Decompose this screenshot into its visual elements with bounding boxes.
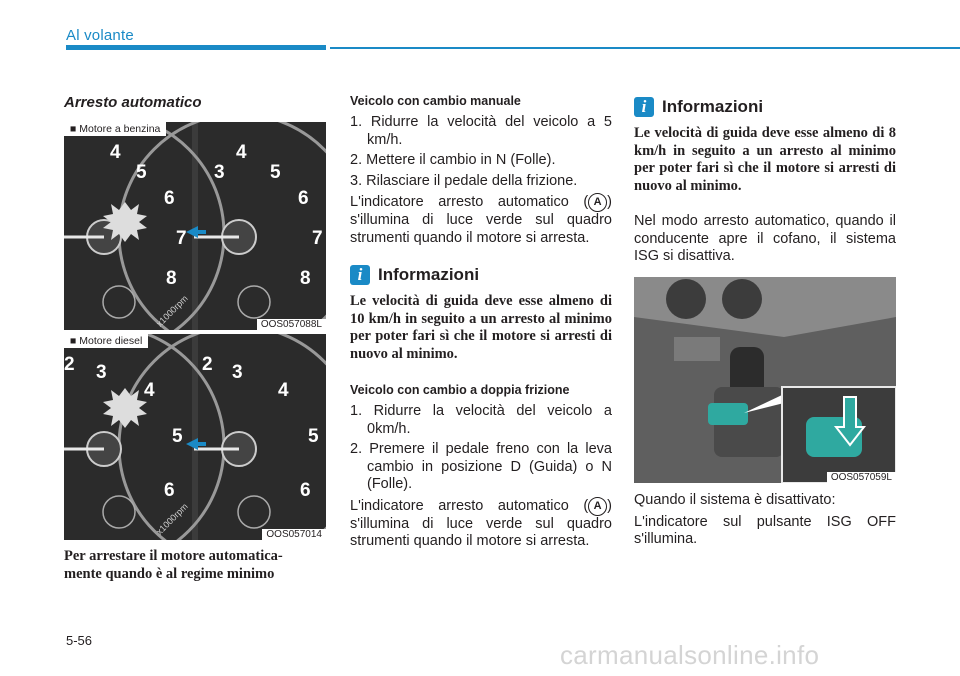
gauge-num: 2 (202, 354, 213, 375)
header-line (330, 47, 960, 49)
gauge-num: 5 (308, 426, 319, 447)
caption-line: mente quando è al regime minimo (64, 565, 275, 582)
gauge-num: 6 (300, 480, 311, 501)
rpm-unit: x1000rpm (154, 501, 190, 537)
right-column (634, 97, 896, 266)
page-number: 5-56 (66, 633, 93, 648)
gauge-num: 3 (214, 162, 225, 183)
gauge-num: 4 (278, 380, 289, 401)
auto-stop-icon: A (588, 193, 607, 212)
watermark: carmanualsonline.info (560, 640, 820, 670)
gauge-num: 4 (110, 142, 121, 163)
info-text: Le velocità di guida deve esse almeno di 10 km/h in seguito a un arresto al minimo per poter fari sì che il motore si arresti di nuovo al minimo. (350, 293, 612, 362)
figure-diesel-gauges (64, 334, 326, 540)
gauge-num: 7 (312, 228, 323, 249)
gauge-num: 5 (172, 426, 183, 447)
indicator-pre: L'indicatore arresto automatico ( (350, 497, 589, 514)
step: 2. Mettere il cambio in N (Folle). (350, 152, 556, 168)
gauge-num: 4 (236, 142, 247, 163)
step: 1. Ridurre la velocità del veicolo a 5 km/h. (350, 114, 612, 148)
auto-stop-icon: A (588, 497, 607, 516)
indicator-text-2 (350, 497, 612, 551)
gauge-num: 7 (176, 228, 187, 249)
section-heading: Arresto automatico (64, 94, 202, 111)
caption-line: Per arrestare il motore automatica- (64, 548, 283, 564)
header-bar (66, 45, 326, 50)
gauge-num: 3 (232, 362, 243, 383)
gauge-num: 5 (136, 162, 147, 183)
dct-steps (350, 403, 612, 494)
indicator-text (350, 193, 612, 247)
info-icon: i (634, 97, 654, 117)
indicator-post: ) s'illumina di luce verde sul quadro strumenti quando il motore si arresta. (350, 194, 612, 246)
dct-title: Veicolo con cambio a doppia frizione (350, 383, 570, 397)
info-header (350, 265, 612, 285)
indicator-pre: L'indicatore arresto automatico ( (350, 194, 589, 210)
gauge-num: 6 (298, 188, 309, 209)
step: 3. Rilasciare il pedale della frizione. (350, 172, 578, 189)
figure-label: ■ Motore a benzina (64, 122, 166, 136)
gauge-num: 5 (270, 162, 281, 183)
figure-label: ■ Motore diesel (64, 334, 148, 348)
figure-isg-button (634, 277, 896, 483)
step: 2. Premere il pedale freno con la leva cambio in posizione D (Guida) o N (Folle). (350, 441, 612, 492)
isg-paragraph: Nel modo arresto automatico, quando il conducente apre il cofano, il sistema ISG si disattiva. (634, 213, 896, 264)
when-off-section (634, 492, 896, 549)
manual-steps (350, 114, 612, 190)
step: 1. Ridurre la velocità del veicolo a 0km/h. (350, 403, 612, 437)
section-title: Al volante (66, 27, 134, 44)
middle-column (350, 94, 612, 551)
figure-code: OOS057088L (257, 319, 326, 330)
info-icon: i (350, 265, 370, 285)
petrol-gauge-illustration (64, 122, 326, 330)
info-title: Informazioni (378, 265, 480, 284)
gauge-num: 3 (96, 362, 107, 383)
figure-code: OOS057014 (262, 529, 326, 540)
figure-petrol-gauges (64, 122, 326, 330)
indicator-post: ) s'illumina di luce verde sul quadro strumenti quando il motore si arresta. (350, 497, 612, 549)
gauge-num: 6 (164, 480, 175, 501)
gauge-num: 8 (166, 268, 177, 289)
manual-title: Veicolo con cambio manuale (350, 94, 521, 108)
figure-code: OOS057059L (827, 472, 896, 483)
when-off-title: Quando il sistema è disattivato: (634, 492, 836, 508)
info-text: Le velocità di guida deve esse almeno di 8 km/h in seguito a un arresto al minimo per poter fari sì che il motore si arresti di nuovo al minimo. (634, 125, 896, 194)
when-off-text: L'indicatore sul pulsante ISG OFF s'illumina. (634, 513, 896, 547)
gauge-num: 2 (64, 354, 75, 375)
info-title: Informazioni (662, 97, 764, 116)
figure-caption (64, 548, 326, 583)
gauge-num: 8 (300, 268, 311, 289)
console-illustration (634, 277, 896, 483)
rpm-unit: x1000rpm (154, 293, 190, 329)
gauge-num: 4 (144, 380, 155, 401)
info-header (634, 97, 896, 117)
gauge-num: 6 (164, 188, 175, 209)
